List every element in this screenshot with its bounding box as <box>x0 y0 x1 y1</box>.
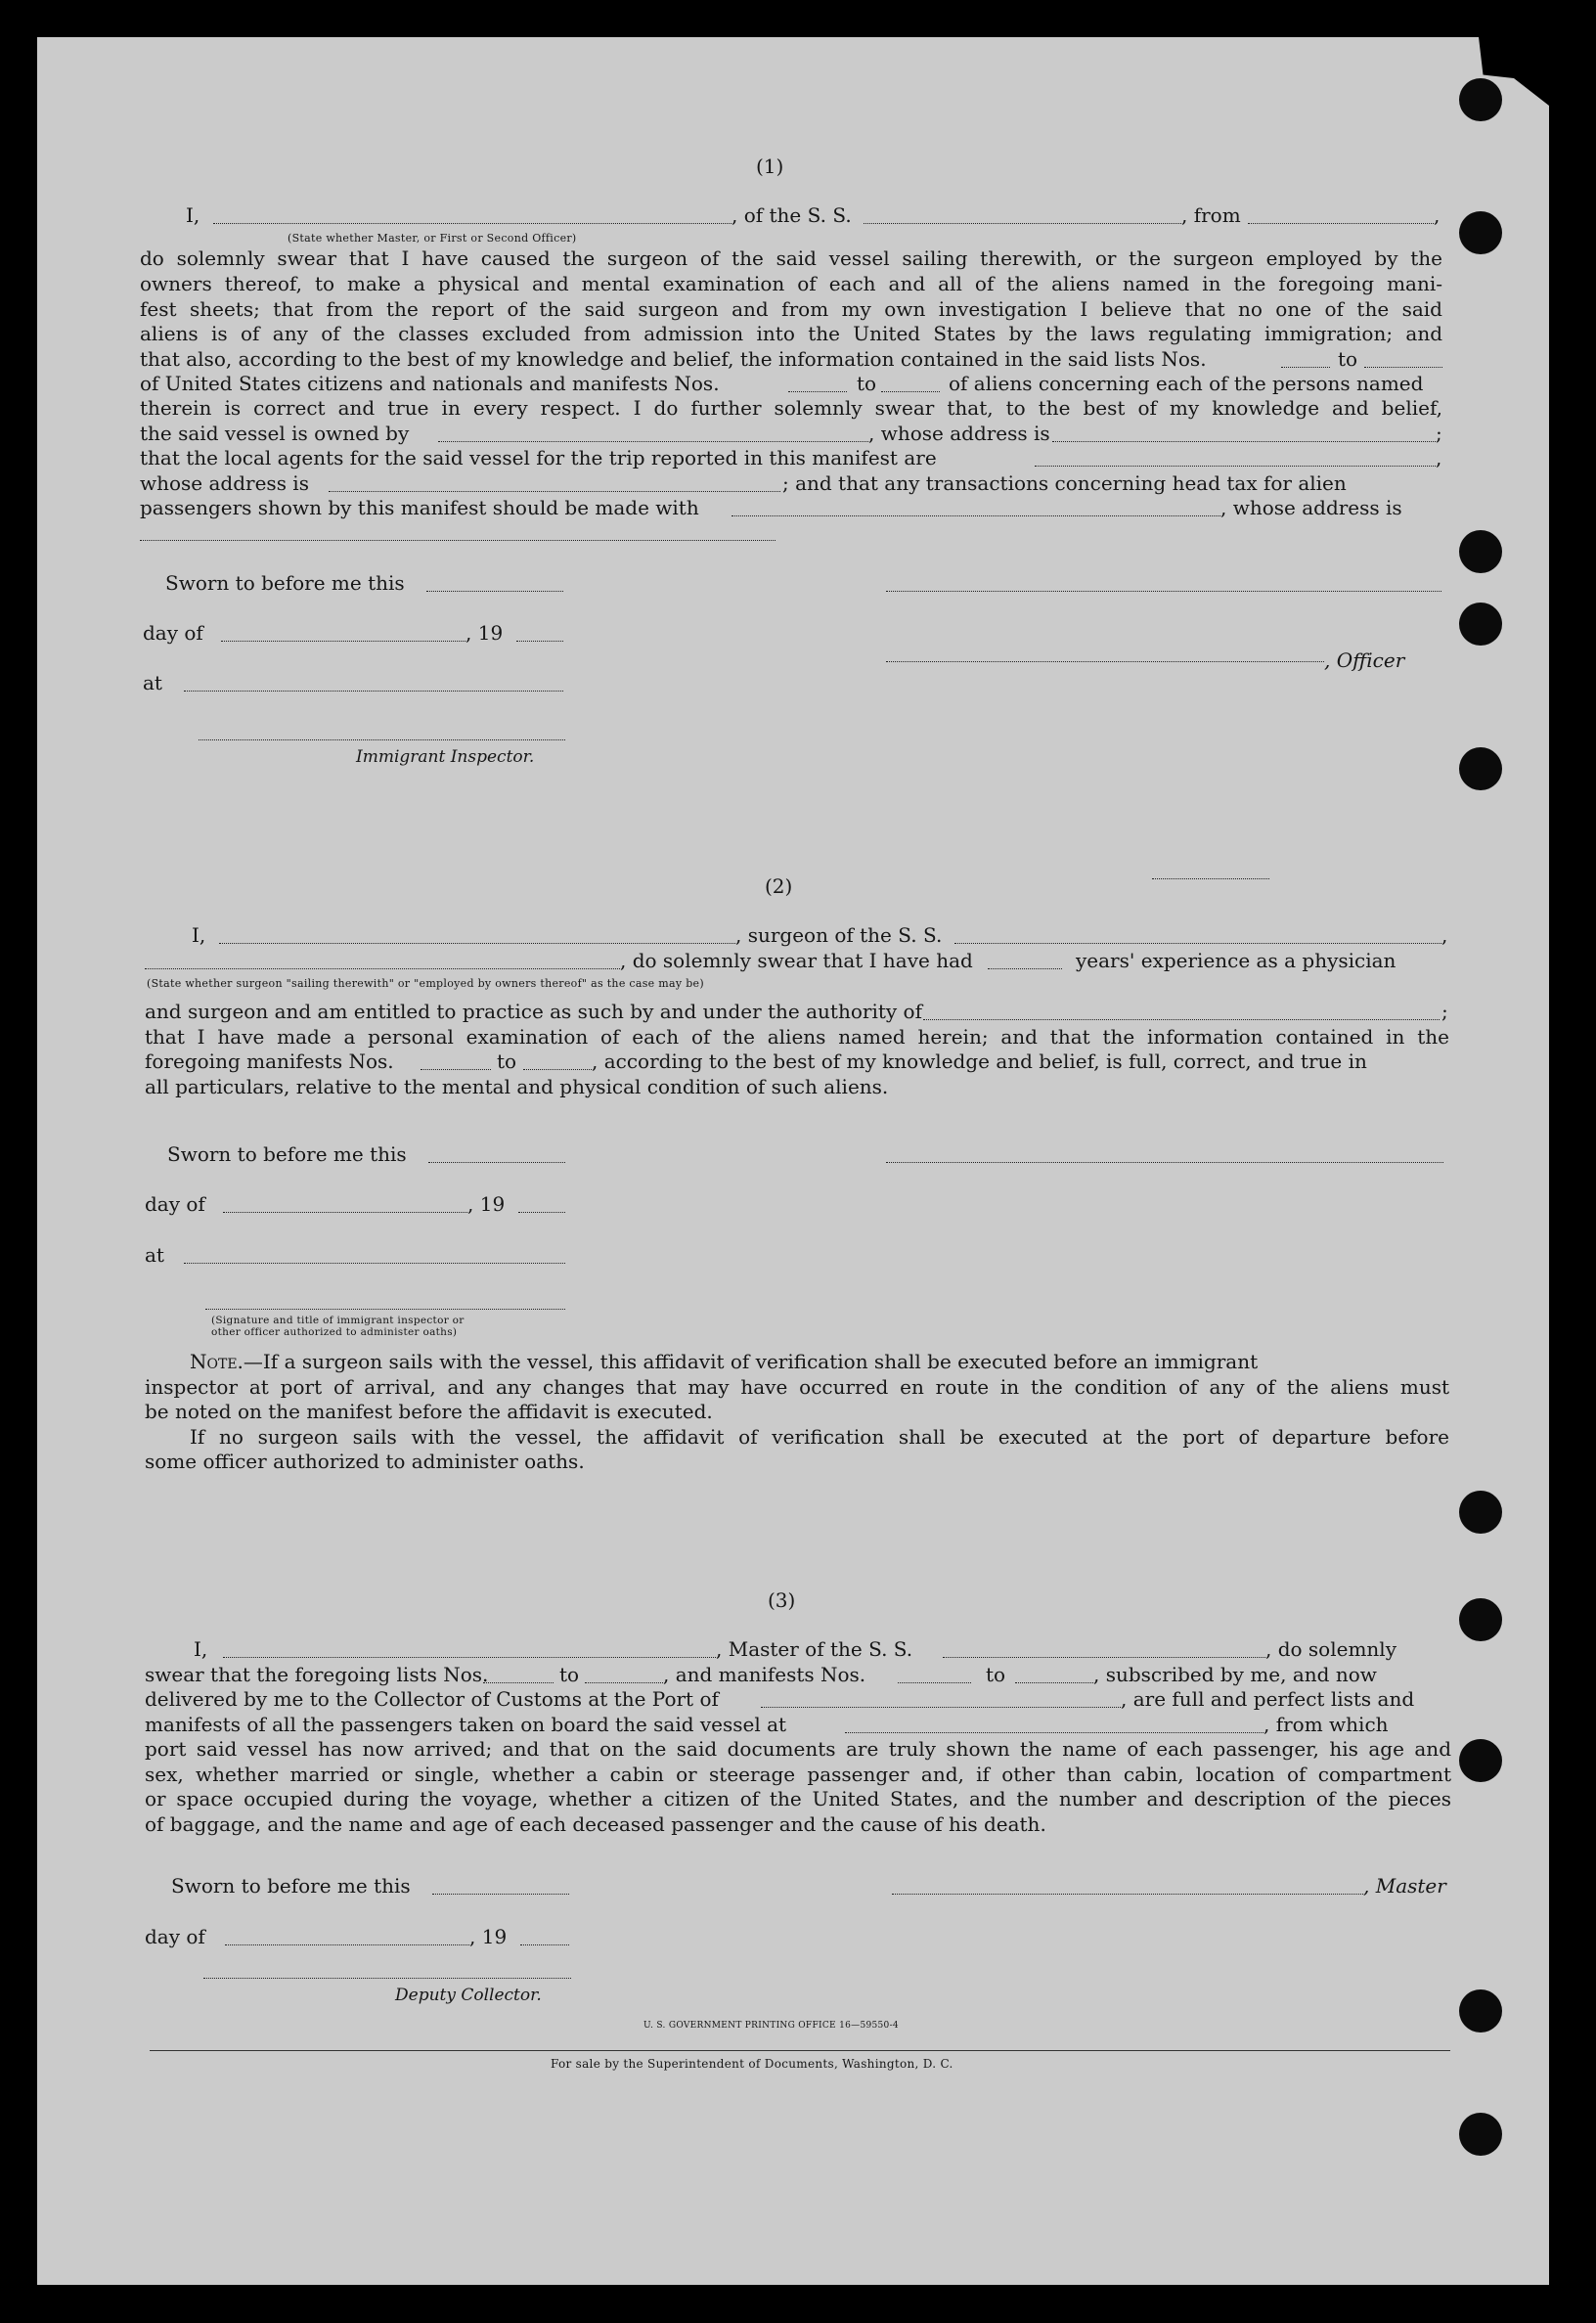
surgeon-signature-field[interactable] <box>886 1162 1443 1163</box>
authority-field[interactable] <box>923 1019 1440 1020</box>
oath-line: of aliens concerning each of the persons named <box>949 372 1424 395</box>
punch-hole <box>1459 747 1502 790</box>
day-of-label: day of <box>145 1192 205 1216</box>
oath-line: and surgeon and am entitled to practice as such by and under the authority of <box>145 1000 922 1023</box>
oath-line: fest sheets; that from the report of the said surgeon and from my own investigation I believe that no one of the said <box>140 297 1442 321</box>
year-label: , 19 <box>469 1925 508 1948</box>
officer-label: , Officer <box>1324 648 1405 672</box>
section-number: (2) <box>765 874 793 898</box>
sworn-date-field[interactable] <box>428 1162 565 1163</box>
footer-rule <box>150 2050 1450 2051</box>
agents-address-field[interactable] <box>329 491 780 492</box>
day-of-label: day of <box>145 1925 205 1948</box>
manifest-no-from-field[interactable] <box>898 1682 971 1683</box>
manifest-no-to-field[interactable] <box>881 391 940 392</box>
oath-line: sex, whether married or single, whether a cabin or steerage passenger and, if other than cabin, location of compartment <box>145 1763 1451 1786</box>
vessel-owner-field[interactable] <box>438 441 868 442</box>
list-no-from-field[interactable] <box>1281 367 1330 368</box>
punct: , <box>1434 203 1441 227</box>
oath-line: passengers shown by this manifest should be made with <box>140 496 699 519</box>
at-place-field[interactable] <box>184 1263 565 1264</box>
embark-port-field[interactable] <box>845 1732 1264 1733</box>
oath-line: do solemnly swear that I have caused the surgeon of the said vessel sailing therewith, or the surgeon employed by the <box>140 246 1442 270</box>
day-of-field[interactable] <box>221 641 466 642</box>
master-signature-field[interactable] <box>892 1894 1363 1895</box>
punct: , <box>1441 923 1448 947</box>
year-label: , 19 <box>466 621 504 645</box>
note-line: If no surgeon sails with the vessel, the affidavit of verification shall be executed at the port of departure before <box>190 1425 1449 1449</box>
local-agents-field[interactable] <box>1035 466 1436 467</box>
master-vessel-field[interactable] <box>943 1657 1265 1658</box>
surgeon-name-field[interactable] <box>219 943 735 944</box>
surgeon-of-label: , surgeon of the S. S. <box>735 923 943 947</box>
manifest-no-from-field[interactable] <box>788 391 847 392</box>
punct: ; <box>1441 1000 1448 1023</box>
note-line: be noted on the manifest before the affidavit is executed. <box>145 1400 713 1423</box>
list-no-to-field[interactable] <box>1364 367 1442 368</box>
address-label: , whose address is <box>868 422 1050 445</box>
surgeon-status-note: (State whether surgeon "sailing therewith" or "employed by owners thereof" as the case may be) <box>147 977 704 990</box>
note-line: some officer authorized to administer oaths. <box>145 1450 585 1473</box>
head-tax-party-field[interactable] <box>732 515 1220 516</box>
list-no-to-field[interactable] <box>585 1682 663 1683</box>
punch-hole <box>1459 530 1502 573</box>
to-label: to <box>857 372 877 395</box>
at-place-field[interactable] <box>184 691 563 692</box>
oath-line: that the local agents for the said vessel for the trip reported in this manifest are <box>140 446 937 469</box>
officer-signature-field[interactable] <box>886 591 1441 592</box>
from-label: , from <box>1181 203 1241 227</box>
punch-hole <box>1459 2113 1502 2156</box>
oath-line: delivered by me to the Collector of Customs at the Port of <box>145 1687 719 1711</box>
manifest-no-to-field[interactable] <box>523 1069 592 1070</box>
year-field[interactable] <box>520 1944 569 1945</box>
punch-hole <box>1459 1739 1502 1782</box>
printing-office-imprint: U. S. GOVERNMENT PRINTING OFFICE 16—59550-4 <box>643 2021 899 2031</box>
manifest-no-to-field[interactable] <box>1015 1682 1093 1683</box>
note-line <box>190 1350 1258 1373</box>
collector-label: Deputy Collector. <box>395 1986 542 2005</box>
oath-line: years' experience as a physician <box>1076 949 1396 972</box>
day-of-field[interactable] <box>223 1212 467 1213</box>
oath-line: aliens is of any of the classes excluded from admission into the United States by the laws regulating immigration; and <box>140 322 1442 345</box>
punch-hole <box>1459 78 1502 121</box>
at-label: at <box>145 1243 164 1267</box>
officer-name-field[interactable] <box>213 223 732 224</box>
oath-line: , do solemnly swear that I have had <box>620 949 973 972</box>
oath-line: the said vessel is owned by <box>140 422 410 445</box>
oath-line: manifests of all the passengers taken on board the said vessel at <box>145 1713 787 1736</box>
manifest-no-from-field[interactable] <box>421 1069 491 1070</box>
oath-line: that also, according to the best of my knowledge and belief, the information contained in the said lists Nos. <box>140 347 1207 371</box>
oath-line: , and manifests Nos. <box>663 1663 866 1686</box>
sworn-label: Sworn to before me this <box>171 1874 411 1898</box>
oath-line: whose address is <box>140 471 309 495</box>
year-field[interactable] <box>516 641 563 642</box>
inspector-signature-field[interactable] <box>199 739 565 740</box>
port-field[interactable] <box>761 1707 1121 1708</box>
form-page <box>37 37 1549 2285</box>
oath-line: of baggage, and the name and age of each deceased passenger and the cause of his death. <box>145 1812 1046 1836</box>
year-label: , 19 <box>467 1192 506 1216</box>
master-of-label: , Master of the S. S. <box>716 1637 913 1661</box>
section-number: (3) <box>768 1588 796 1612</box>
sworn-label: Sworn to before me this <box>165 571 405 595</box>
day-of-field[interactable] <box>225 1944 469 1945</box>
punct: , <box>1436 446 1442 469</box>
oath-line: or space occupied during the voyage, whether a citizen of the United States, and the number and description of the pieces <box>145 1787 1451 1810</box>
affiant-label: I, <box>194 1637 208 1661</box>
sworn-date-field[interactable] <box>426 591 563 592</box>
master-label: , Master <box>1363 1874 1446 1898</box>
inspector-label: Immigrant Inspector. <box>356 747 535 767</box>
to-label: to <box>1338 347 1358 371</box>
sale-notice: For sale by the Superintendent of Documents, Washington, D. C. <box>551 2057 953 2071</box>
punch-hole <box>1459 211 1502 254</box>
at-label: at <box>143 671 162 694</box>
oath-line: swear that the foregoing lists Nos. <box>145 1663 489 1686</box>
oath-line: , are full and perfect lists and <box>1121 1687 1415 1711</box>
list-no-from-field[interactable] <box>483 1682 554 1683</box>
punch-hole <box>1459 1989 1502 2033</box>
oath-line: of United States citizens and nationals and manifests Nos. <box>140 372 720 395</box>
note-text: —If a surgeon sails with the vessel, this affidavit of verification shall be executed before an immigrant <box>243 1350 1259 1373</box>
master-name-field[interactable] <box>223 1657 716 1658</box>
note-line: inspector at port of arrival, and any changes that may have occurred en route in the condition of any of the aliens must <box>145 1375 1449 1399</box>
affiant-label: I, <box>192 923 206 947</box>
surgeon-status-field[interactable] <box>145 968 620 969</box>
to-label: to <box>986 1663 1006 1686</box>
sworn-date-field[interactable] <box>432 1894 569 1895</box>
oath-line: foregoing manifests Nos. <box>145 1050 394 1073</box>
oath-line: , from which <box>1264 1713 1389 1736</box>
note-label: Note. <box>190 1350 244 1373</box>
year-field[interactable] <box>518 1212 565 1213</box>
collector-signature-field[interactable] <box>203 1978 571 1979</box>
oath-line: that I have made a personal examination of each of the aliens named herein; and that the information contained in the <box>145 1025 1449 1049</box>
from-port-field[interactable] <box>1248 223 1434 224</box>
owner-address-field[interactable] <box>1052 441 1436 442</box>
punch-hole <box>1459 1491 1502 1534</box>
signature-note: other officer authorized to administer oaths) <box>211 1326 458 1338</box>
oath-line: therein is correct and true in every respect. I do further solemnly swear that, to the best of my knowledge and belief, <box>140 396 1442 420</box>
witness-signature-field[interactable] <box>205 1309 565 1310</box>
oath-line: , do solemnly <box>1265 1637 1396 1661</box>
oath-line: , whose address is <box>1220 496 1402 519</box>
stray-mark <box>1152 878 1269 879</box>
head-tax-address-field[interactable] <box>140 540 776 541</box>
years-experience-field[interactable] <box>988 968 1062 969</box>
of-ss-label: , of the S. S. <box>732 203 852 227</box>
oath-line: port said vessel has now arrived; and that on the said documents are truly shown the name of each passenger, his age and <box>145 1737 1451 1761</box>
punct: ; <box>1436 422 1442 445</box>
day-of-label: day of <box>143 621 203 645</box>
affiant-label: I, <box>186 203 200 227</box>
oath-line: , subscribed by me, and now <box>1093 1663 1377 1686</box>
officer-rank-note: (State whether Master, or First or Second Officer) <box>288 232 577 245</box>
surgeon-vessel-field[interactable] <box>954 943 1441 944</box>
to-label: to <box>497 1050 517 1073</box>
vessel-name-field[interactable] <box>864 223 1181 224</box>
officer-title-field[interactable] <box>886 661 1324 662</box>
oath-line: ; and that any transactions concerning head tax for alien <box>782 471 1347 495</box>
oath-line: owners thereof, to make a physical and mental examination of each and all of the aliens named in the foregoing mani- <box>140 272 1442 295</box>
punch-hole <box>1459 603 1502 646</box>
sworn-label: Sworn to before me this <box>167 1142 407 1166</box>
punch-hole <box>1459 1598 1502 1641</box>
oath-line: , according to the best of my knowledge and belief, is full, correct, and true in <box>592 1050 1367 1073</box>
section-number: (1) <box>756 155 784 178</box>
to-label: to <box>559 1663 580 1686</box>
signature-note: (Signature and title of immigrant inspector or <box>211 1315 465 1326</box>
oath-line: all particulars, relative to the mental and physical condition of such aliens. <box>145 1075 889 1098</box>
